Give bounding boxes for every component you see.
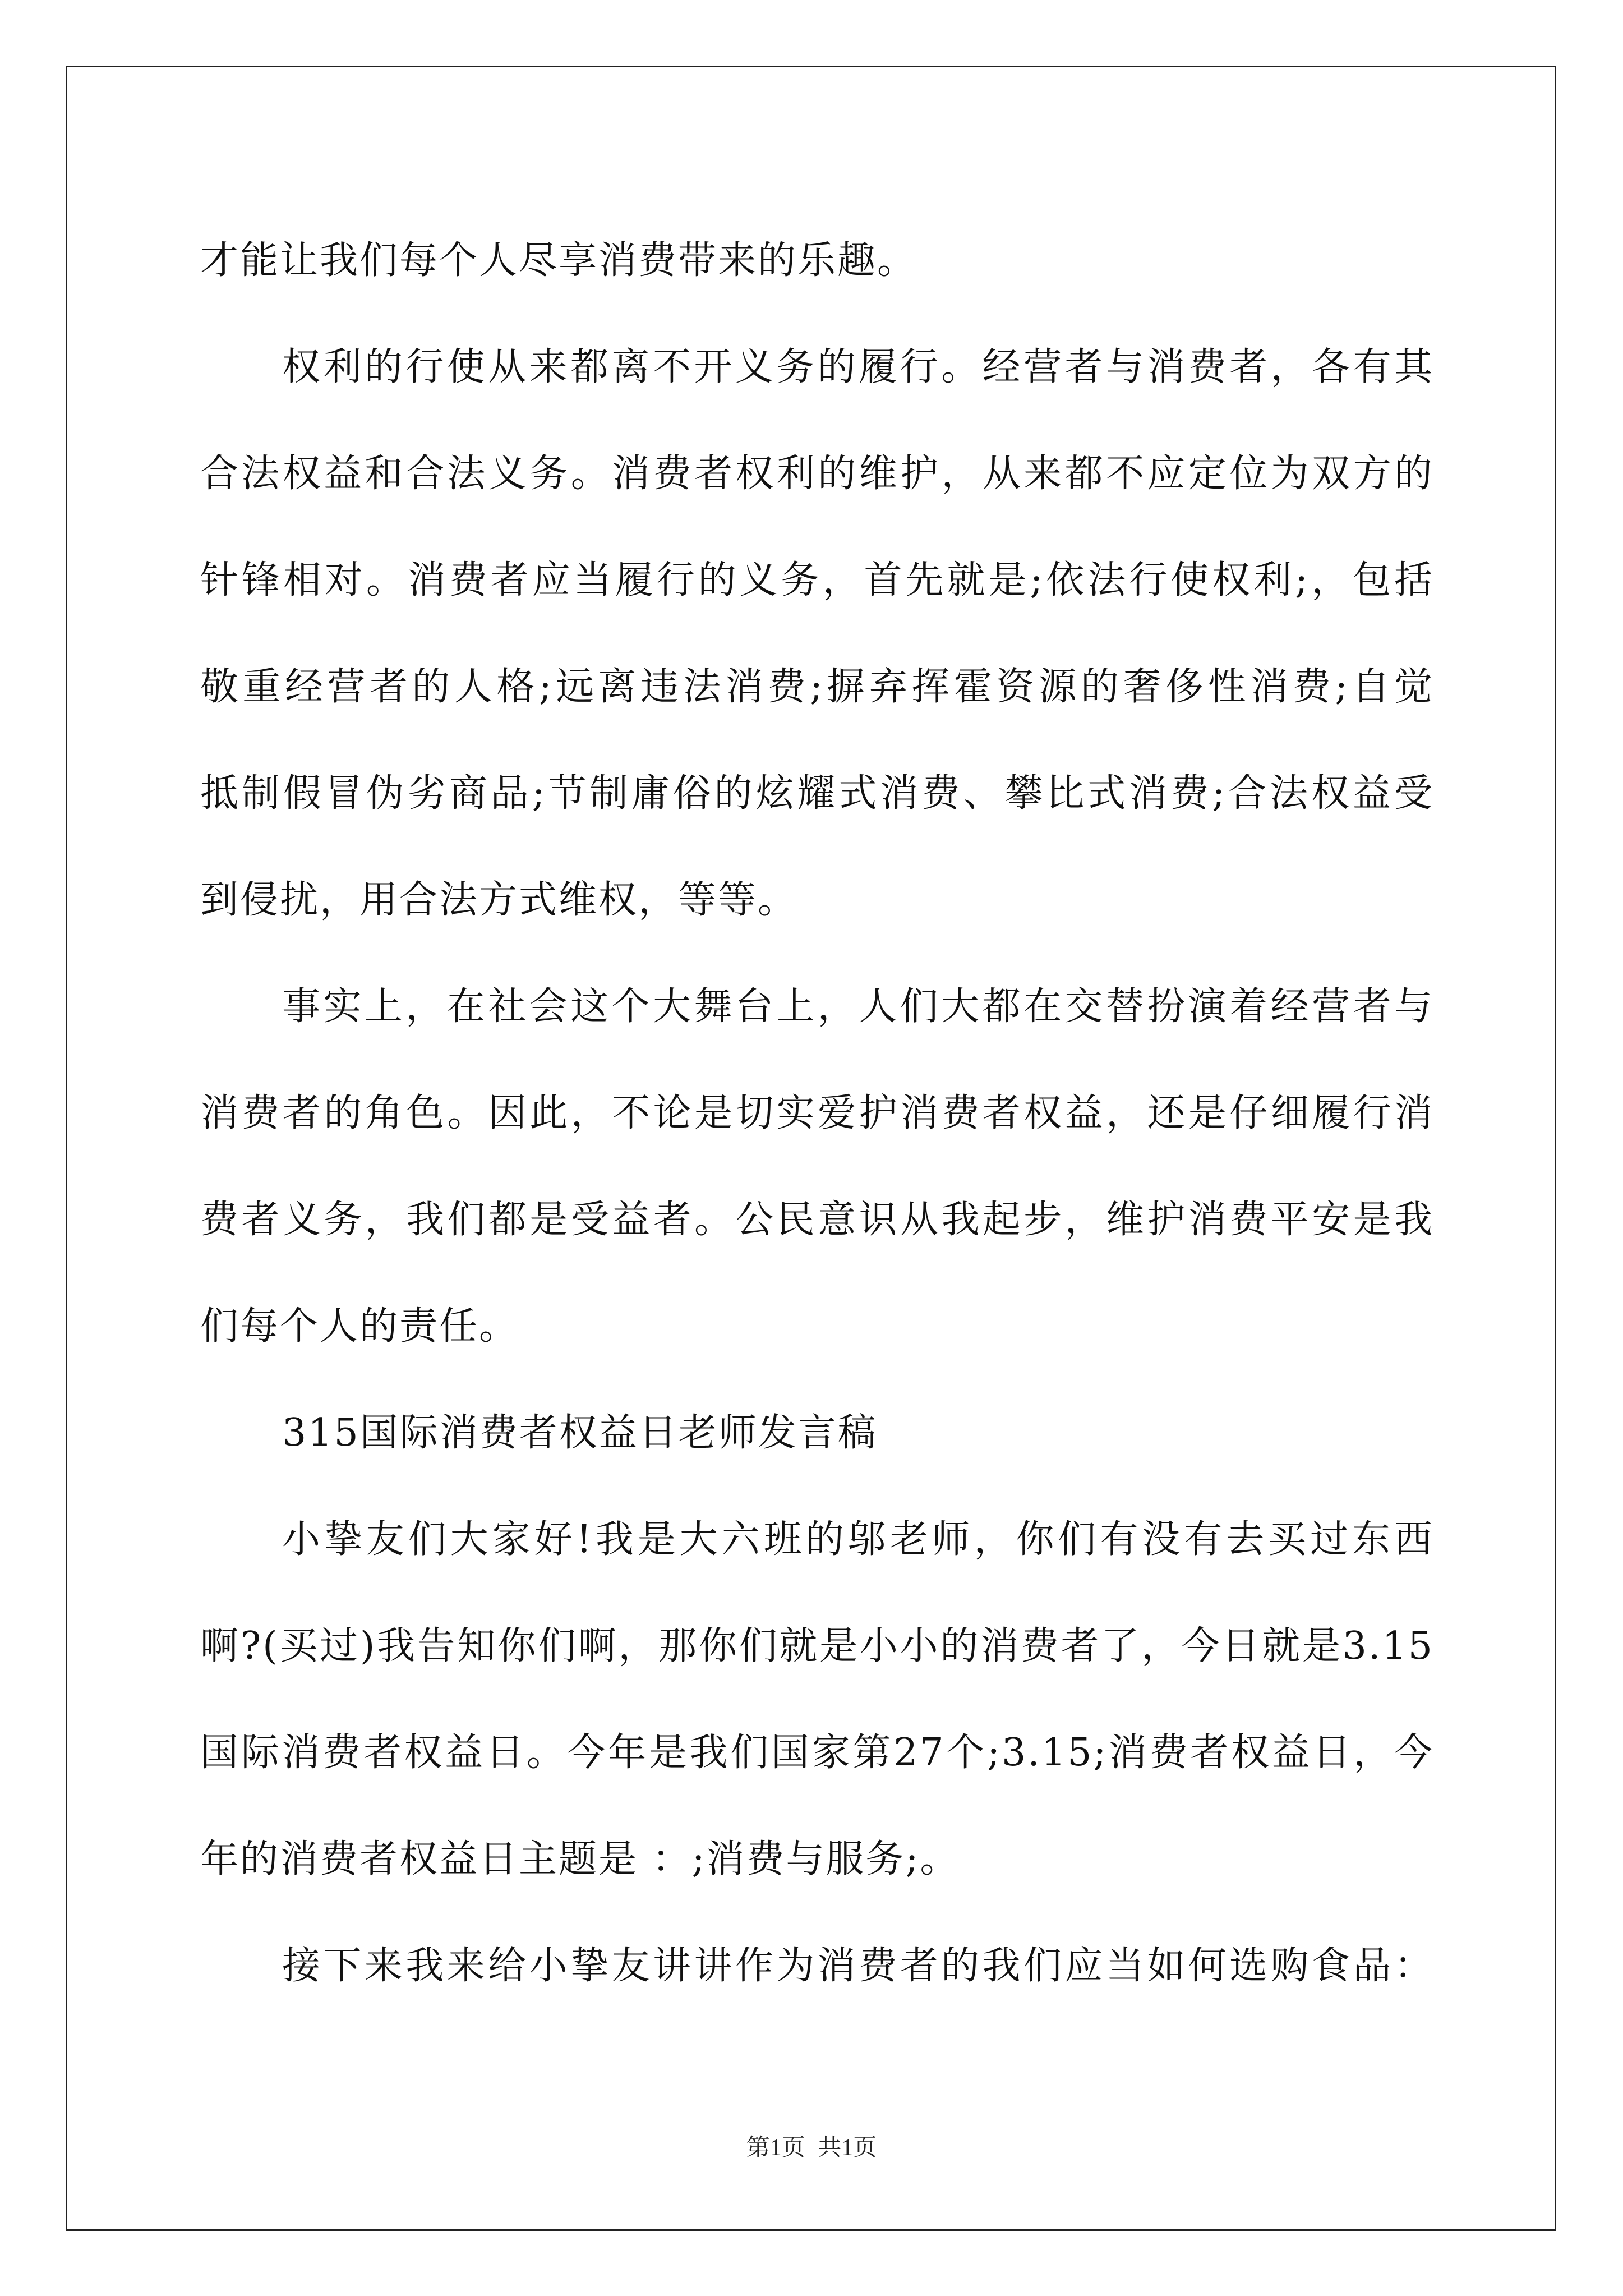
page-total: 共1页 (818, 2135, 877, 2161)
text-line: 费者义务，我们都是受益者。公民意识从我起步，维护消费平安是我 (200, 1198, 1434, 1242)
text-line: 到侵扰，用合法方式维权，等等。 (200, 878, 798, 922)
text-line: 针锋相对。消费者应当履行的义务，首先就是;依法行使权利;，包括 (200, 558, 1434, 602)
text-line: 敬重经营者的人格;远离违法消费;摒弃挥霍资源的奢侈性消费;自觉 (200, 665, 1434, 709)
page-footer (0, 2129, 1623, 2162)
text-line: 合法权益和合法义务。消费者权利的维护，从来都不应定位为双方的 (200, 452, 1434, 496)
text-line: 抵制假冒伪劣商品;节制庸俗的炫耀式消费、攀比式消费;合法权益受 (200, 771, 1434, 816)
section-heading: 315国际消费者权益日老师发言稿 (282, 1411, 878, 1455)
text-line: 消费者的角色。因此，不论是切实爱护消费者权益，还是仔细履行消 (200, 1091, 1434, 1135)
text-line: 年的消费者权益日主题是 ：;消费与服务;。 (200, 1837, 960, 1881)
document-body (200, 208, 1434, 2019)
text-line: 才能让我们每个人尽享消费带来的乐趣。 (200, 238, 917, 283)
text-line: 们每个人的责任。 (200, 1304, 519, 1349)
text-line: 接下来我来给小挚友讲讲作为消费者的我们应当如何选购食品： (282, 1944, 1434, 1988)
page-number: 第1页 (746, 2135, 805, 2161)
text-line: 国际消费者权益日。今年是我们国家第27个;3.15;消费者权益日，今 (200, 1731, 1434, 1775)
text-line: 啊?(买过)我告知你们啊，那你们就是小小的消费者了，今日就是3.15 (200, 1624, 1434, 1668)
text-line: 小挚友们大家好!我是大六班的邬老师，你们有没有去买过东西 (282, 1517, 1435, 1562)
text-line: 事实上，在社会这个大舞台上，人们大都在交替扮演着经营者与 (282, 984, 1434, 1029)
text-line: 权利的行使从来都离不开义务的履行。经营者与消费者，各有其 (282, 345, 1434, 389)
